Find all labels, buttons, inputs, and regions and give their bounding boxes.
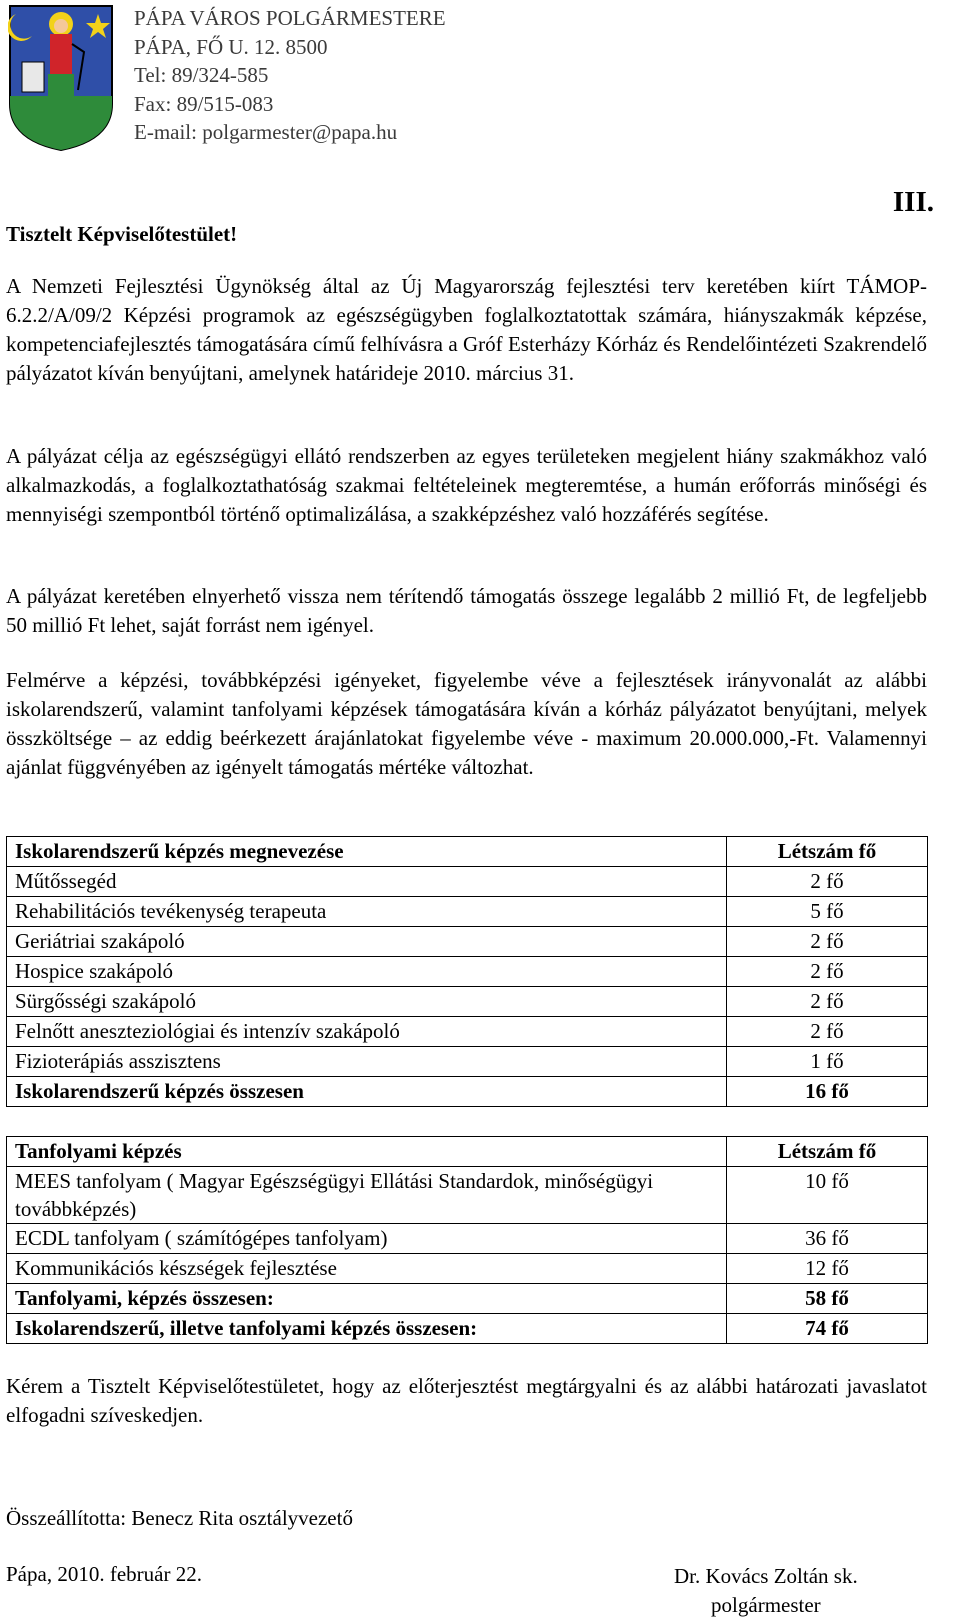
office-address: PÁPA, FŐ U. 12. 8500 — [134, 34, 328, 59]
table-cell: 36 fő — [727, 1224, 928, 1254]
office-name: PÁPA VÁROS POLGÁRMESTERE — [134, 6, 446, 30]
signatory-name: Dr. Kovács Zoltán sk. — [674, 1564, 858, 1588]
office-fax: Fax: 89/515-083 — [134, 91, 274, 116]
table-row — [7, 927, 928, 957]
office-email: E-mail: polgarmester@papa.hu — [134, 120, 398, 145]
paragraph-intro: A Nemzeti Fejlesztési Ügynökség által az Új Magyarország fejlesztési terv keretében kiírt TÁMOP-6.2.2/A/09/2 Képzési programok az egészségügyben foglalkoztatottak számára, hiányszakmák képzése, kompetenciafejlesztés támogatására című felhívásra a Gróf Esterházy Kórház és Rendelőintézeti Szakrendelő pályázatot kíván benyújtani, amelynek határideje 2010. március 31. — [6, 274, 927, 385]
table-cell: 2 fő — [727, 957, 928, 987]
paragraph-funding: A pályázat keretében elnyerhető vissza nem térítendő támogatás összege legalább 2 millió Ft, de legfeljebb 50 millió Ft lehet, saját forrást nem igényel. — [6, 584, 927, 637]
table-cell: 2 fő — [727, 927, 928, 957]
compiled-by: Összeállította: Benecz Rita osztályvezető — [6, 1506, 353, 1530]
table-cell: Fizioterápiás asszisztens — [7, 1047, 727, 1077]
table-cell: Iskolarendszerű képzés összesen — [7, 1077, 727, 1107]
section-number: III. — [892, 186, 934, 218]
table-header-cell: Létszám fő — [727, 837, 928, 867]
table-cell: 1 fő — [727, 1047, 928, 1077]
table-cell: 2 fő — [727, 1017, 928, 1047]
paragraph-closing: Kérem a Tisztelt Képviselőtestületet, hogy az előterjesztést megtárgyalni és az alábbi határozati javaslatot elfogadni szíveskedjen. — [6, 1374, 927, 1427]
table-header-row — [7, 837, 928, 867]
city-coat-of-arms-icon — [8, 4, 114, 152]
table-cell: Sürgősségi szakápoló — [7, 987, 727, 1017]
table-cell: 10 fő — [727, 1167, 928, 1224]
table-cell: 16 fő — [727, 1077, 928, 1107]
signatory-title: polgármester — [711, 1593, 821, 1617]
table-cell: MEES tanfolyam ( Magyar Egészségügyi Ellátási Standardok, minőségügyi továbbképzés) — [7, 1167, 727, 1224]
table-cell: Hospice szakápoló — [7, 957, 727, 987]
table-cell: 5 fő — [727, 897, 928, 927]
table-row — [7, 1224, 928, 1254]
paragraph-plan: Felmérve a képzési, továbbképzési igényeket, figyelembe véve a fejlesztések irányvonalát az alábbi iskolarendszerű, valamint tanfolyami képzések támogatására kíván a kórház pályázatot benyújtani, melyek összköltsége – az eddig beérkezett árajánlatokat figyelembe véve - maximum 20.000.000,-Ft. Valamennyi ajánlat függvényében az igényelt támogatás mértéke változhat. — [6, 668, 927, 779]
table-cell: 2 fő — [727, 867, 928, 897]
table-header-cell: Iskolarendszerű képzés megnevezése — [7, 837, 727, 867]
table-grand-total-row — [7, 1314, 928, 1344]
place-and-date: Pápa, 2010. február 22. — [6, 1562, 202, 1586]
table-cell: 12 fő — [727, 1254, 928, 1284]
table-row — [7, 957, 928, 987]
table-cell: ECDL tanfolyam ( számítógépes tanfolyam) — [7, 1224, 727, 1254]
table-header-row — [7, 1137, 928, 1167]
course-training-table — [6, 1136, 928, 1344]
table-cell: Kommunikációs készségek fejlesztése — [7, 1254, 727, 1284]
table-row — [7, 1047, 928, 1077]
office-phone: Tel: 89/324-585 — [134, 63, 269, 88]
table-cell: Geriátriai szakápoló — [7, 927, 727, 957]
table-cell: Iskolarendszerű, illetve tanfolyami képzés összesen: — [7, 1314, 727, 1344]
school-training-table — [6, 836, 928, 1107]
table-total-row — [7, 1284, 928, 1314]
table-cell: 74 fő — [727, 1314, 928, 1344]
table-row — [7, 1254, 928, 1284]
table-total-row — [7, 1077, 928, 1107]
table-header-cell: Létszám fő — [727, 1137, 928, 1167]
table-cell: Tanfolyami, képzés összesen: — [7, 1284, 727, 1314]
table-row — [7, 1017, 928, 1047]
table-header-cell: Tanfolyami képzés — [7, 1137, 727, 1167]
table-row — [7, 987, 928, 1017]
table-row — [7, 897, 928, 927]
letterhead — [4, 0, 944, 160]
paragraph-goal: A pályázat célja az egészségügyi ellátó rendszerben az egyes területeken megjelent hiány szakmákhoz való alkalmazkodás, a foglalkoztathatóság szakmai feltételeinek megteremtése, a humán erőforrás minőségi és mennyiségi szempontból történő optimalizálása, a szakképzéshez való hozzáférés segítése. — [6, 444, 927, 526]
salutation: Tisztelt Képviselőtestület! — [6, 222, 238, 246]
table-cell: 58 fő — [727, 1284, 928, 1314]
table-row — [7, 1167, 928, 1224]
signature-block — [674, 1562, 858, 1620]
letterhead-address — [134, 4, 446, 147]
table-cell: 2 fő — [727, 987, 928, 1017]
table-cell: Műtőssegéd — [7, 867, 727, 897]
table-cell: Rehabilitációs tevékenység terapeuta — [7, 897, 727, 927]
table-row — [7, 867, 928, 897]
table-cell: Felnőtt aneszteziológiai és intenzív szakápoló — [7, 1017, 727, 1047]
